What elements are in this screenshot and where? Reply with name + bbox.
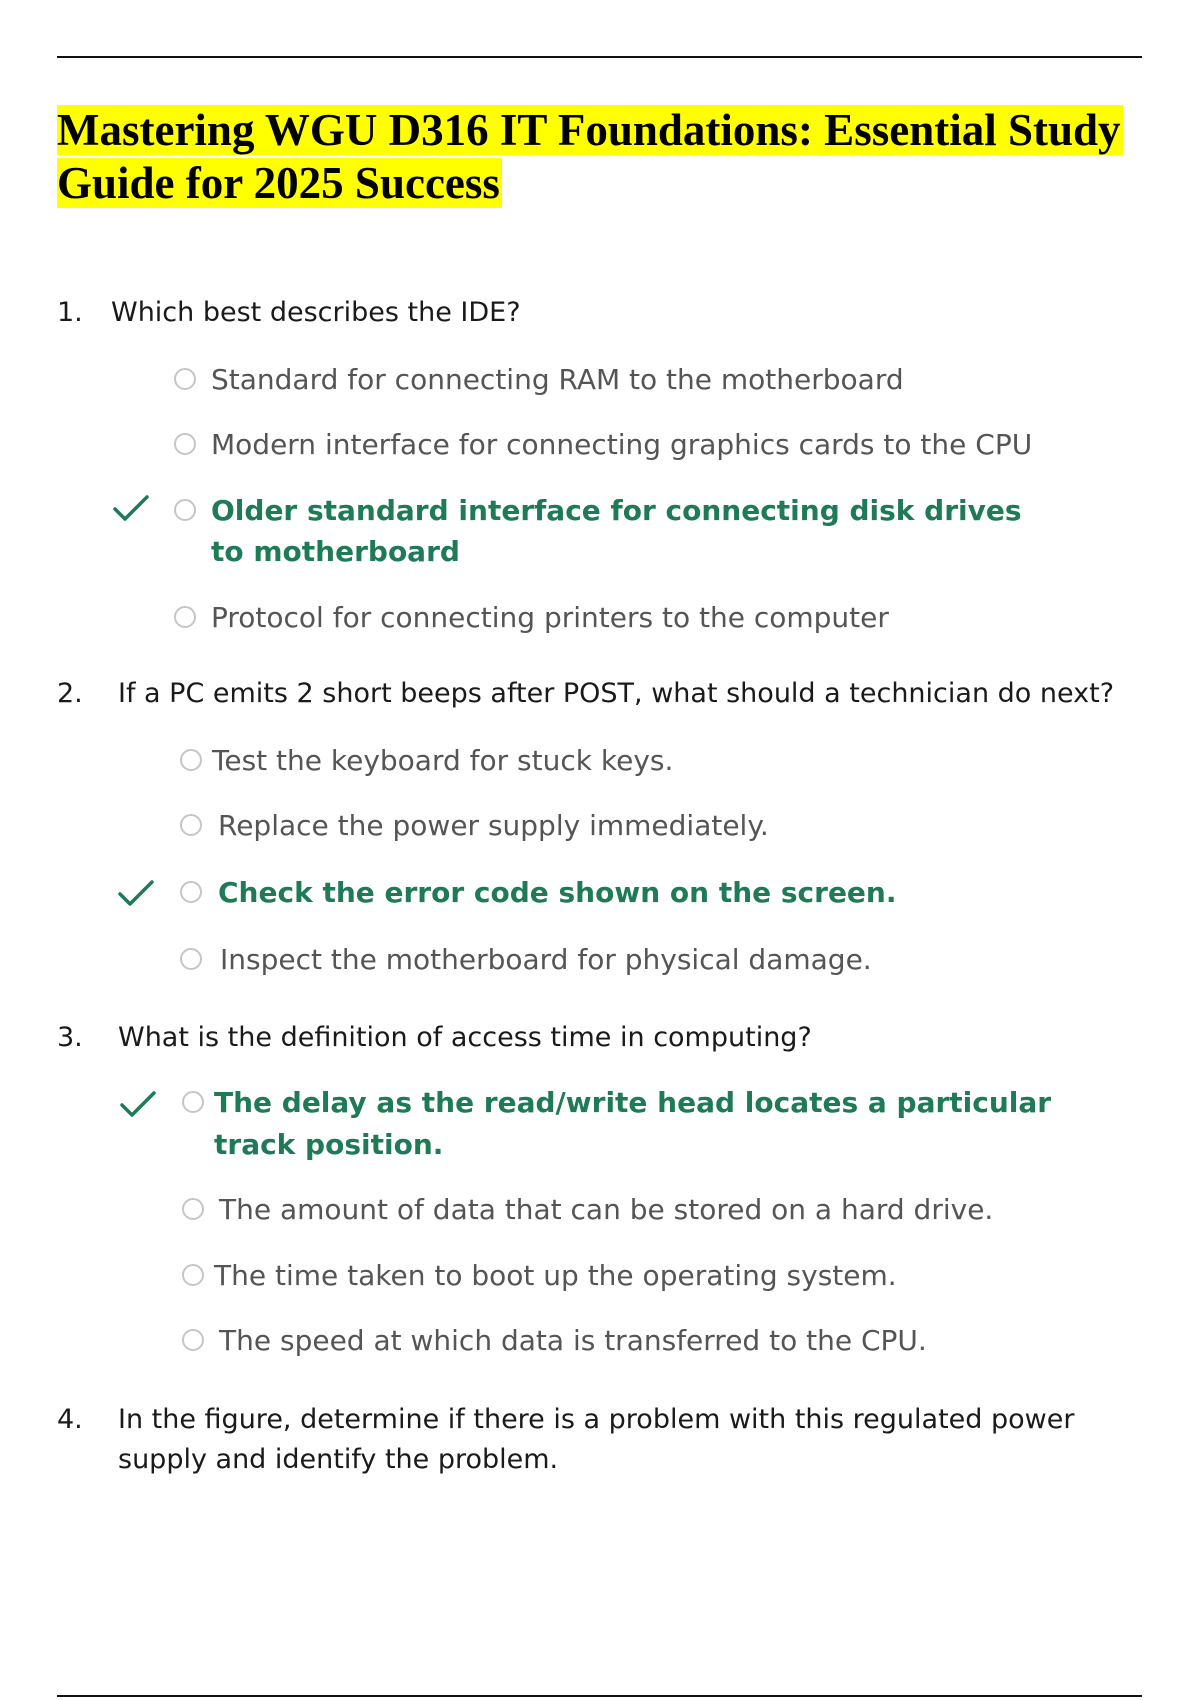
question-number: 2.	[57, 678, 83, 709]
option-text: Replace the power supply immediately.	[218, 809, 769, 842]
check-icon	[117, 879, 155, 909]
top-divider	[57, 56, 1142, 58]
option-text: Older standard interface for connecting disk drives to motherboard	[211, 494, 1022, 568]
question-number: 1.	[57, 297, 83, 328]
question-text: In the figure, determine if there is a problem with this regulated power supply and identify the problem.	[118, 1404, 1075, 1475]
option-text: Test the keyboard for stuck keys.	[212, 744, 674, 777]
page-title	[57, 104, 1157, 210]
radio-circle-icon[interactable]	[180, 749, 202, 771]
option-text: Protocol for connecting printers to the computer	[211, 601, 889, 634]
radio-circle-icon[interactable]	[174, 368, 196, 390]
question-text: What is the definition of access time in computing?	[118, 1022, 812, 1053]
radio-circle-icon[interactable]	[182, 1264, 204, 1286]
radio-circle-icon[interactable]	[174, 606, 196, 628]
option-text: Modern interface for connecting graphics cards to the CPU	[211, 428, 1033, 461]
radio-circle-icon[interactable]	[182, 1198, 204, 1220]
option-text: The time taken to boot up the operating system.	[214, 1259, 897, 1292]
option-correct[interactable]	[174, 490, 1074, 572]
question-number: 4.	[57, 1404, 83, 1435]
option-text: Inspect the motherboard for physical damage.	[220, 943, 872, 976]
check-icon	[119, 1090, 157, 1120]
option-correct[interactable]	[182, 1082, 1082, 1166]
question-text: If a PC emits 2 short beeps after POST, what should a technician do next?	[118, 678, 1115, 709]
option-text: Check the error code shown on the screen.	[218, 876, 897, 909]
radio-circle-icon[interactable]	[174, 433, 196, 455]
option-text: Standard for connecting RAM to the motherboard	[211, 363, 904, 396]
option-text: The delay as the read/write head locates a particular track position.	[214, 1086, 1052, 1161]
check-icon	[112, 494, 150, 524]
question-text: Which best describes the IDE?	[111, 297, 521, 328]
radio-circle-icon[interactable]	[174, 499, 196, 521]
radio-circle-icon[interactable]	[180, 814, 202, 836]
option-text: The speed at which data is transferred to the CPU.	[219, 1324, 927, 1357]
question-number: 3.	[57, 1022, 83, 1053]
option-text: The amount of data that can be stored on a hard drive.	[219, 1193, 994, 1226]
radio-circle-icon[interactable]	[180, 881, 202, 903]
radio-circle-icon[interactable]	[180, 948, 202, 970]
bottom-divider	[57, 1695, 1142, 1697]
radio-circle-icon[interactable]	[182, 1091, 204, 1113]
question-4	[57, 1400, 1157, 1490]
title-highlight: Mastering WGU D316 IT Foundations: Essential Study Guide for 2025 Success	[57, 105, 1121, 208]
radio-circle-icon[interactable]	[182, 1329, 204, 1351]
